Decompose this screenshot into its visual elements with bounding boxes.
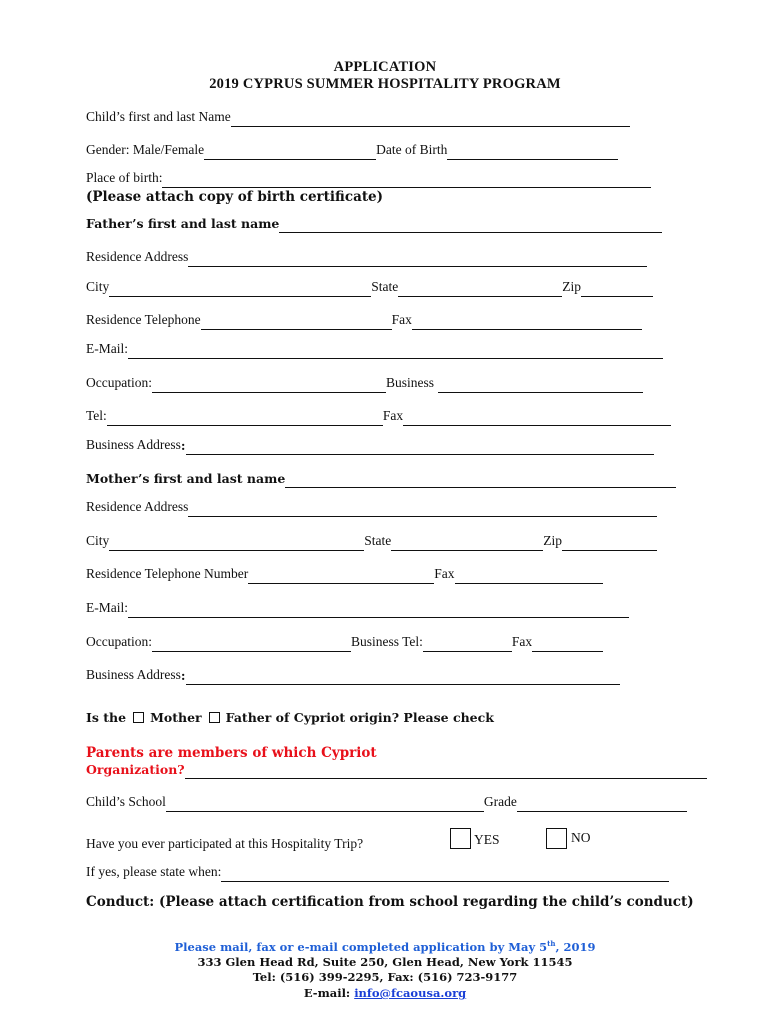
father-tel-row xyxy=(86,312,642,330)
when-label: If yes, please state when: xyxy=(86,864,222,879)
mother-name-field[interactable] xyxy=(285,473,676,488)
father-email-label: E-Mail: xyxy=(86,341,128,356)
mother-email-label: E-Mail: xyxy=(86,600,128,615)
father-bus-tel-field[interactable] xyxy=(107,411,383,426)
when-row xyxy=(86,864,669,882)
father-name-row xyxy=(86,215,662,233)
pob-note: (Please attach copy of birth certificate) xyxy=(86,189,384,205)
organization-row xyxy=(86,761,707,779)
school-row xyxy=(86,794,687,812)
father-name-label: Father’s first and last name xyxy=(86,216,280,231)
father-bus-address-field[interactable] xyxy=(186,440,654,455)
mother-occupation-label: Occupation: xyxy=(86,634,152,649)
mail-instructions-text: Please mail, fax or e-mail completed application by May 5 xyxy=(174,939,548,954)
mother-occupation-field[interactable] xyxy=(152,637,351,652)
footer-email-link[interactable]: info@fcaousa.org xyxy=(354,986,467,1000)
mother-tel-row xyxy=(86,566,603,584)
mother-zip-field[interactable] xyxy=(562,536,657,551)
footer-email-row xyxy=(0,986,770,1000)
father-address-label: Residence Address xyxy=(86,249,189,264)
mother-address-field[interactable] xyxy=(188,502,657,517)
mother-bus-fax-label: Fax xyxy=(511,634,533,649)
father-bus-tel-label: Tel: xyxy=(86,408,107,423)
father-zip-label: Zip xyxy=(562,279,582,294)
origin-mother-label: Mother xyxy=(150,710,202,725)
pob-field[interactable] xyxy=(162,173,651,188)
mother-name-label: Mother’s first and last name xyxy=(86,471,286,486)
father-zip-field[interactable] xyxy=(581,282,653,297)
mother-occupation-row xyxy=(86,634,603,652)
mother-state-label: State xyxy=(364,533,392,548)
mother-email-row xyxy=(86,600,629,618)
footer-mail-instructions xyxy=(0,939,770,954)
mother-fax-field[interactable] xyxy=(455,569,603,584)
yes-label: YES xyxy=(474,832,500,847)
origin-check-row xyxy=(86,710,494,725)
dob-field[interactable] xyxy=(447,145,618,160)
no-label: NO xyxy=(571,830,591,845)
mother-city-label: City xyxy=(86,533,110,548)
pob-row xyxy=(86,170,651,188)
school-field[interactable] xyxy=(166,797,484,812)
father-occupation-field[interactable] xyxy=(152,378,386,393)
father-name-field[interactable] xyxy=(279,218,662,233)
child-name-label: Child’s first and last Name xyxy=(86,109,231,124)
father-business-label: Business xyxy=(385,375,434,390)
father-fax-label: Fax xyxy=(391,312,412,327)
mother-bus-tel-label: Business Tel: xyxy=(350,634,423,649)
father-city-label: City xyxy=(86,279,110,294)
father-bus-address-row xyxy=(86,437,654,455)
father-email-row xyxy=(86,341,663,359)
pob-label: Place of birth: xyxy=(86,170,163,185)
school-label: Child’s School xyxy=(86,794,166,809)
mother-address-row xyxy=(86,499,657,517)
mother-bus-tel-field[interactable] xyxy=(423,637,512,652)
grade-label: Grade xyxy=(483,794,517,809)
gender-dob-row xyxy=(86,142,618,160)
mother-email-field[interactable] xyxy=(128,603,629,618)
mother-name-row xyxy=(86,470,676,488)
mother-tel-field[interactable] xyxy=(248,569,434,584)
father-address-field[interactable] xyxy=(188,252,647,267)
participation-question: Have you ever participated at this Hospitality Trip? xyxy=(86,836,364,851)
father-city-row xyxy=(86,279,653,297)
father-business-field[interactable] xyxy=(438,378,643,393)
no-checkbox[interactable] xyxy=(546,828,567,849)
father-address-row xyxy=(86,249,647,267)
mother-fax-label: Fax xyxy=(434,566,455,581)
father-tel-field[interactable] xyxy=(201,315,392,330)
mother-address-label: Residence Address xyxy=(86,499,189,514)
father-bus-fax-field[interactable] xyxy=(403,411,671,426)
mother-state-field[interactable] xyxy=(391,536,543,551)
conduct-note: Conduct: (Please attach certification from school regarding the child’s conduct) xyxy=(86,894,694,910)
father-occupation-row xyxy=(86,375,643,393)
grade-field[interactable] xyxy=(517,797,687,812)
mother-tel-label: Residence Telephone Number xyxy=(86,566,249,581)
footer-address: 333 Glen Head Rd, Suite 250, Glen Head, New York 11545 xyxy=(197,955,573,969)
mail-instructions-sup: th xyxy=(547,939,556,948)
father-state-label: State xyxy=(371,279,399,294)
mother-checkbox[interactable] xyxy=(133,712,144,723)
child-name-row xyxy=(86,109,630,127)
father-bus-address-colon: : xyxy=(180,438,186,453)
organization-label: Organization? xyxy=(86,762,185,777)
origin-father-label: Father of Cypriot origin? Please check xyxy=(225,710,494,725)
father-bus-address-label: Business Address xyxy=(86,437,181,452)
mother-bus-address-field[interactable] xyxy=(186,670,620,685)
father-fax-field[interactable] xyxy=(412,315,642,330)
form-title: APPLICATION xyxy=(333,59,437,75)
father-bus-fax-label: Fax xyxy=(382,408,404,423)
father-occupation-label: Occupation: xyxy=(86,375,152,390)
footer-email-label: E-mail: xyxy=(303,986,355,1000)
organization-field[interactable] xyxy=(185,764,707,779)
mother-city-row xyxy=(86,533,657,551)
dob-label: Date of Birth xyxy=(376,142,448,157)
yes-checkbox[interactable] xyxy=(450,828,471,849)
mother-city-field[interactable] xyxy=(109,536,364,551)
gender-label: Gender: Male/Female xyxy=(86,142,205,157)
gender-field[interactable] xyxy=(204,145,376,160)
organization-question: Parents are members of which Cypriot xyxy=(86,745,377,761)
mail-instructions-year: , 2019 xyxy=(555,939,596,954)
form-subtitle: 2019 CYPRUS SUMMER HOSPITALITY PROGRAM xyxy=(209,76,561,92)
mother-bus-address-colon: : xyxy=(180,668,186,683)
father-bus-tel-row xyxy=(86,408,671,426)
mother-zip-label: Zip xyxy=(543,533,563,548)
child-name-field[interactable] xyxy=(231,112,630,127)
father-email-field[interactable] xyxy=(128,344,663,359)
when-field[interactable] xyxy=(221,867,669,882)
mother-bus-address-row xyxy=(86,667,620,685)
origin-prefix: Is the xyxy=(86,710,127,725)
father-tel-label: Residence Telephone xyxy=(86,312,201,327)
father-state-field[interactable] xyxy=(398,282,562,297)
father-city-field[interactable] xyxy=(109,282,371,297)
mother-bus-address-label: Business Address xyxy=(86,667,181,682)
father-checkbox[interactable] xyxy=(209,712,220,723)
mother-bus-fax-field[interactable] xyxy=(532,637,603,652)
footer-phone: Tel: (516) 399-2295, Fax: (516) 723-9177 xyxy=(252,970,518,984)
